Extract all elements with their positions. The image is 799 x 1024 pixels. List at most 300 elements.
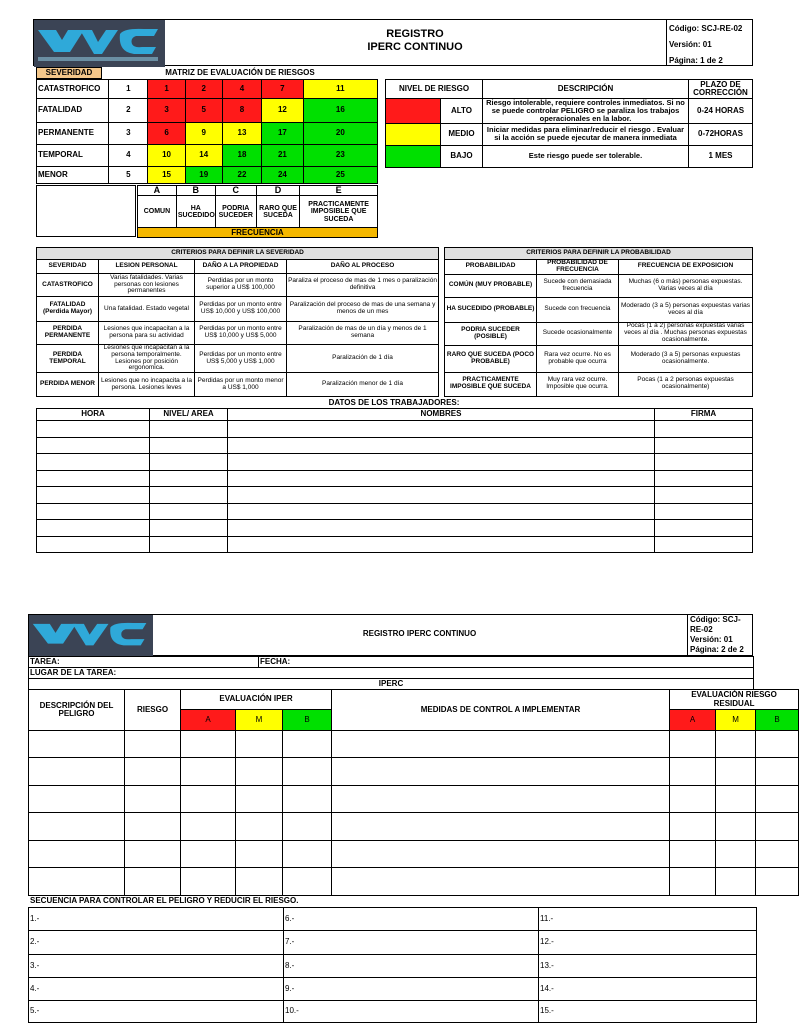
sev-cell: FATALIDAD (Perdida Mayor) — [37, 297, 99, 322]
level-plazo: 1 MES — [689, 145, 753, 167]
risk-level-row — [386, 145, 753, 167]
prob-cell: PRACTICAMENTE IMPOSIBLE QUE SUCEDA — [445, 372, 537, 396]
cell[interactable] — [332, 868, 670, 896]
eval-b: B — [283, 710, 332, 731]
cell[interactable] — [29, 731, 125, 758]
cell[interactable] — [670, 758, 716, 786]
iperc-header-1 — [29, 690, 799, 710]
level-name: ALTO — [441, 99, 483, 124]
freq-names — [138, 196, 378, 228]
cell[interactable] — [283, 868, 332, 896]
level-name: MEDIO — [441, 123, 483, 145]
cell[interactable] — [228, 520, 655, 537]
matrix-row — [37, 167, 378, 184]
cell[interactable] — [37, 471, 150, 487]
h-plazo: PLAZO DE CORRECCIÓN — [689, 80, 753, 99]
cell[interactable] — [332, 786, 670, 813]
prob-cell: Pocas (1 a 2 personas expuestas ocasionalmente) — [619, 372, 753, 396]
h-resid: EVALUACIÓN RIESGO RESIDUAL — [670, 690, 799, 710]
swatch-yellow — [386, 123, 441, 145]
cell[interactable] — [236, 868, 283, 896]
cell[interactable] — [228, 504, 655, 520]
cell[interactable] — [670, 731, 716, 758]
cell[interactable] — [756, 813, 799, 841]
cell[interactable] — [670, 786, 716, 813]
seq-item[interactable]: 7.- — [284, 931, 539, 955]
seq-item[interactable]: 14.- — [539, 978, 757, 1001]
workers-row[interactable] — [37, 421, 753, 438]
cell[interactable] — [716, 786, 756, 813]
doc-info-2 — [690, 615, 752, 655]
seq-row — [29, 908, 757, 931]
cell[interactable] — [228, 471, 655, 487]
workers-row[interactable] — [37, 487, 753, 504]
cell[interactable] — [181, 758, 236, 786]
fecha-field[interactable]: FECHA: — [259, 657, 754, 668]
cell[interactable] — [181, 731, 236, 758]
prob-row — [445, 274, 753, 297]
sev-cell: Paralización de 1 día — [287, 345, 439, 373]
matrix-row — [37, 145, 378, 167]
cell[interactable] — [29, 868, 125, 896]
sev-label: TEMPORAL — [37, 145, 109, 167]
logo-icon — [28, 614, 152, 656]
cell[interactable] — [150, 438, 228, 454]
eval-a: A — [181, 710, 236, 731]
codigo: Código: SCJ-RE-02 — [690, 615, 741, 634]
cell[interactable] — [150, 487, 228, 504]
sev-cell: Lesiones que incapacitan a la persona para su actividad — [99, 322, 195, 345]
h-medidas: MEDIDAS DE CONTROL A IMPLEMENTAR — [332, 690, 670, 731]
level-name: BAJO — [441, 145, 483, 167]
freq-footer — [138, 228, 378, 238]
matrix-cell: 23 — [303, 145, 377, 167]
sev-cell: Perdidas por un monto menor a US$ 1,000 — [195, 373, 287, 397]
prob-cell: PODRIA SUCEDER (POSIBLE) — [445, 322, 537, 345]
prob-cell: Sucede con frecuencia — [537, 297, 619, 322]
seq-item[interactable]: 9.- — [284, 978, 539, 1001]
cell[interactable] — [150, 537, 228, 553]
prob-h: PROBABILIDAD — [445, 260, 537, 275]
cell[interactable] — [125, 786, 181, 813]
cell[interactable] — [29, 758, 125, 786]
cell[interactable] — [283, 731, 332, 758]
cell[interactable] — [236, 841, 283, 868]
sev-label: CATASTROFICO — [37, 80, 109, 99]
matrix-cell: 19 — [185, 167, 222, 184]
matrix-row — [37, 99, 378, 123]
cell[interactable] — [228, 438, 655, 454]
cell[interactable] — [37, 454, 150, 471]
h-nivel: NIVEL DE RIESGO — [386, 80, 483, 99]
cell[interactable] — [655, 438, 753, 454]
sev-cell: Lesiones que no incapacita a la persona. Lesiones leves — [99, 373, 195, 397]
tarea-table — [28, 656, 754, 690]
codigo: Código: SCJ-RE-02 — [669, 24, 743, 33]
doc-info — [669, 21, 742, 69]
cell[interactable] — [283, 758, 332, 786]
title-line-2: IPERC CONTINUO — [367, 41, 463, 53]
risk-level-header — [386, 80, 753, 99]
risk-matrix — [36, 79, 378, 184]
workers-table — [36, 408, 753, 553]
cell[interactable] — [181, 841, 236, 868]
cell[interactable] — [181, 813, 236, 841]
matrix-row — [37, 123, 378, 145]
iperc-row[interactable] — [29, 786, 799, 813]
sev-cell: Una fatalidad. Estado vegetal — [99, 297, 195, 322]
prob-cell: COMÚN (MUY PROBABLE) — [445, 274, 537, 297]
freq-name: COMUN — [138, 196, 177, 228]
sev-cell: PERDIDA TEMPORAL — [37, 345, 99, 373]
sev-row — [37, 373, 439, 397]
cell[interactable] — [716, 758, 756, 786]
cell[interactable] — [150, 454, 228, 471]
seq-item[interactable]: 5.- — [29, 1001, 284, 1023]
cell[interactable] — [125, 758, 181, 786]
pagina: Página: 1 de 2 — [669, 56, 723, 65]
iperc-table — [28, 689, 799, 896]
sev-number: 1 — [109, 80, 148, 99]
freq-letter: B — [176, 186, 215, 196]
cell[interactable] — [655, 471, 753, 487]
seq-item[interactable]: 10.- — [284, 1001, 539, 1023]
swatch-green — [386, 145, 441, 167]
cell[interactable] — [655, 520, 753, 537]
freq-letters — [138, 186, 378, 196]
matrix-cell: 1 — [148, 80, 185, 99]
cell[interactable] — [670, 841, 716, 868]
freq-letter: E — [300, 186, 378, 196]
risk-level-row — [386, 123, 753, 145]
matrix-cell: 11 — [303, 80, 377, 99]
cell[interactable] — [756, 758, 799, 786]
sev-label: PERMANENTE — [37, 123, 109, 145]
cell[interactable] — [670, 813, 716, 841]
h-desc-peligro: DESCRIPCIÓN DEL PELIGRO — [29, 690, 125, 731]
seq-row — [29, 978, 757, 1001]
header-divider — [687, 614, 688, 656]
freq-name: HA SUCEDIDO — [176, 196, 215, 228]
matrix-cell: 17 — [262, 123, 304, 145]
matrix-cell: 14 — [185, 145, 222, 167]
cell[interactable] — [150, 520, 228, 537]
cell[interactable] — [283, 813, 332, 841]
sev-number: 2 — [109, 99, 148, 123]
matrix-cell: 8 — [222, 99, 261, 123]
resid-m: M — [716, 710, 756, 731]
matrix-cell: 4 — [222, 80, 261, 99]
cell[interactable] — [150, 471, 228, 487]
sev-cell: Paraliza el proceso de mas de 1 mes o paralización definitiva — [287, 274, 439, 297]
cell[interactable] — [181, 786, 236, 813]
cell[interactable] — [150, 504, 228, 520]
prob-cell: Sucede ocasionalmente — [537, 322, 619, 345]
sev-row — [37, 297, 439, 322]
sev-label: MENOR — [37, 167, 109, 184]
cell[interactable] — [716, 731, 756, 758]
matrix-cell: 13 — [222, 123, 261, 145]
freq-letter: C — [215, 186, 256, 196]
matrix-cell: 24 — [262, 167, 304, 184]
cell[interactable] — [756, 868, 799, 896]
cell[interactable] — [655, 504, 753, 520]
prob-cell: Pocas (1 a 2) personas expuestas varias veces al día . Muchas personas expuestas ocasionalmente. — [619, 322, 753, 345]
cell[interactable] — [37, 504, 150, 520]
freq-name: PODRIA SUCEDER — [215, 196, 256, 228]
prob-cell: Rara vez ocurre. No es probable que ocurra — [537, 345, 619, 372]
resid-b: B — [756, 710, 799, 731]
matrix-cell: 20 — [303, 123, 377, 145]
cell[interactable] — [125, 868, 181, 896]
workers-row[interactable] — [37, 454, 753, 471]
prob-cell: RARO QUE SUCEDA (POCO PROBABLE) — [445, 345, 537, 372]
trab-title: DATOS DE LOS TRABAJADORES: — [328, 398, 460, 407]
cell[interactable] — [150, 421, 228, 438]
workers-row[interactable] — [37, 520, 753, 537]
cell[interactable] — [228, 454, 655, 471]
prob-row — [445, 345, 753, 372]
cell[interactable] — [228, 421, 655, 438]
sev-h: SEVERIDAD — [37, 260, 99, 274]
sev-row — [37, 322, 439, 345]
cell[interactable] — [332, 841, 670, 868]
severity-criteria-table — [36, 247, 439, 397]
cell[interactable] — [236, 786, 283, 813]
prob-title-row — [445, 248, 753, 260]
cell[interactable] — [228, 487, 655, 504]
workers-row[interactable] — [37, 504, 753, 520]
prob-cell: Muchas (6 o más) personas expuestas. Varias veces al día — [619, 274, 753, 297]
sev-h: LESION PERSONAL — [99, 260, 195, 274]
seq-row — [29, 955, 757, 978]
cell[interactable] — [29, 813, 125, 841]
cell[interactable] — [29, 841, 125, 868]
h-riesgo: RIESGO — [125, 690, 181, 731]
cell[interactable] — [236, 758, 283, 786]
swatch-red — [386, 99, 441, 124]
sev-cell: PERDIDA MENOR — [37, 373, 99, 397]
risk-level-row — [386, 99, 753, 124]
cell[interactable] — [716, 841, 756, 868]
cell[interactable] — [125, 841, 181, 868]
freq-letter: A — [138, 186, 177, 196]
freq-name: RARO QUE SUCEDA — [256, 196, 299, 228]
sev-h: DAÑO AL PROCESO — [287, 260, 439, 274]
cell[interactable] — [236, 731, 283, 758]
title-line-1: REGISTRO — [386, 28, 444, 40]
sev-criteria-title: CRITERIOS PARA DEFINIR LA SEVERIDAD — [37, 248, 439, 260]
seq-row — [29, 931, 757, 955]
sev-cell: Paralización de mas de un día y menos de 1 semana — [287, 322, 439, 345]
cell[interactable] — [716, 868, 756, 896]
secuencia-table — [28, 907, 757, 1023]
matrix-cell: 21 — [262, 145, 304, 167]
sev-cell: Perdidas por un monto entre US$ 10,000 y US$ 5,000 — [195, 322, 287, 345]
freq-name: PRACTICAMENTE IMPOSIBLE QUE SUCEDA — [300, 196, 378, 228]
matrix-cell: 2 — [185, 80, 222, 99]
cell[interactable] — [332, 813, 670, 841]
cell[interactable] — [125, 813, 181, 841]
sev-cell: Perdidas por un monto entre US$ 5,000 y US$ 1,000 — [195, 345, 287, 373]
seq-item[interactable]: 12.- — [539, 931, 757, 955]
prob-cell: Sucede con demasiada frecuencia — [537, 274, 619, 297]
sev-cell: Paralización del proceso de mas de una semana y menos de un mes — [287, 297, 439, 322]
seq-item[interactable]: 1.- — [29, 908, 284, 931]
cell[interactable] — [283, 786, 332, 813]
prob-criteria-title: CRITERIOS PARA DEFINIR LA PROBABILIDAD — [445, 248, 753, 260]
cell[interactable] — [236, 813, 283, 841]
level-desc: Iniciar medidas para eliminar/reducir el riesgo . Evaluar si la acción se puede ejecutar de manera inmediata — [483, 123, 689, 145]
workers-header — [37, 409, 753, 421]
prob-row — [445, 297, 753, 322]
prob-cell: Moderado (3 a 5) personas expuestas ocasionalmente. — [619, 345, 753, 372]
sev-label: FATALIDAD — [37, 99, 109, 123]
prob-h: FRECUENCIA DE EXPOSICION — [619, 260, 753, 275]
version: Versión: 01 — [669, 40, 712, 49]
iperc-label: IPERC — [29, 679, 754, 690]
seq-item[interactable]: 4.- — [29, 978, 284, 1001]
workers-row[interactable] — [37, 537, 753, 553]
version: Versión: 01 — [690, 635, 733, 644]
seq-item[interactable]: 8.- — [284, 955, 539, 978]
cell[interactable] — [37, 537, 150, 553]
cell[interactable] — [125, 731, 181, 758]
workers-h: HORA — [37, 409, 150, 421]
workers-h: NIVEL/ AREA — [150, 409, 228, 421]
matrix-cell: 22 — [222, 167, 261, 184]
cell[interactable] — [37, 520, 150, 537]
seq-item[interactable]: 13.- — [539, 955, 757, 978]
cell[interactable] — [756, 786, 799, 813]
seq-item[interactable]: 15.- — [539, 1001, 757, 1023]
matrix-cell: 9 — [185, 123, 222, 145]
iperc-row[interactable] — [29, 868, 799, 896]
cell[interactable] — [655, 487, 753, 504]
prob-cell: HA SUCEDIDO (PROBABLE) — [445, 297, 537, 322]
seq-item[interactable]: 6.- — [284, 908, 539, 931]
cell[interactable] — [37, 487, 150, 504]
sev-title-row — [37, 248, 439, 260]
iperc-row[interactable] — [29, 841, 799, 868]
matrix-cell: 25 — [303, 167, 377, 184]
seq-row — [29, 1001, 757, 1023]
matrix-cell: 10 — [148, 145, 185, 167]
header-divider — [666, 19, 667, 66]
frequency-table — [137, 185, 378, 238]
matrix-cell: 6 — [148, 123, 185, 145]
workers-h: NOMBRES — [228, 409, 655, 421]
matrix-cell: 16 — [303, 99, 377, 123]
seq-item[interactable]: 11.- — [539, 908, 757, 931]
cell[interactable] — [655, 537, 753, 553]
sev-cell: Varias fatalidades. Varias personas con lesiones permanentes — [99, 274, 195, 297]
tarea-field[interactable]: TAREA: — [29, 657, 259, 668]
iperc-row[interactable] — [29, 758, 799, 786]
workers-h: FIRMA — [655, 409, 753, 421]
freq-letter: D — [256, 186, 299, 196]
secuencia-title: SECUENCIA PARA CONTROLAR EL PELIGRO Y REDUCIR EL RIESGO. — [30, 896, 299, 905]
prob-cell: Moderado (3 a 5) personas expuestas varias veces al día — [619, 297, 753, 322]
sev-h: DAÑO A LA PROPIEDAD — [195, 260, 287, 274]
matrix-cell: 3 — [148, 99, 185, 123]
level-plazo: 0-72HORAS — [689, 123, 753, 145]
page1-title — [164, 28, 666, 54]
sev-header-row — [37, 260, 439, 274]
cell[interactable] — [181, 868, 236, 896]
matriz-title: MATRIZ DE EVALUACIÓN DE RIESGOS — [165, 68, 315, 77]
iperc-row[interactable] — [29, 731, 799, 758]
level-desc: Este riesgo puede ser tolerable. — [483, 145, 689, 167]
lugar-field[interactable]: LUGAR DE LA TAREA: — [29, 668, 754, 679]
h-eval-iper: EVALUACIÓN IPER — [181, 690, 332, 710]
cell[interactable] — [37, 438, 150, 454]
sev-cell: PERDIDA PERMANENTE — [37, 322, 99, 345]
cell[interactable] — [37, 421, 150, 438]
level-desc: Riesgo intolerable, requiere controles inmediatos. Si no se puede controlar PELIGRO se paraliza los trabajos operacionales en la labor. — [483, 99, 689, 124]
sev-number: 3 — [109, 123, 148, 145]
matrix-row — [37, 80, 378, 99]
cell[interactable] — [29, 786, 125, 813]
logo-icon — [33, 19, 164, 66]
matrix-cell: 15 — [148, 167, 185, 184]
cell[interactable] — [228, 537, 655, 553]
prob-row — [445, 372, 753, 396]
freq-spacer — [36, 185, 136, 237]
cell[interactable] — [756, 841, 799, 868]
page2-title: REGISTRO IPERC CONTINUO — [362, 629, 477, 638]
prob-cell: Muy rara vez ocurre. Imposible que ocurra. — [537, 372, 619, 396]
seq-item[interactable]: 3.- — [29, 955, 284, 978]
matrix-cell: 5 — [185, 99, 222, 123]
matrix-cell: 12 — [262, 99, 304, 123]
frecuencia-label: FRECUENCIA — [138, 228, 378, 238]
seq-item[interactable]: 2.- — [29, 931, 284, 955]
cell[interactable] — [655, 421, 753, 438]
prob-header-row — [445, 260, 753, 275]
prob-h: PROBABILIDAD DE FRECUENCIA — [537, 260, 619, 275]
cell[interactable] — [716, 813, 756, 841]
sev-cell: CATASTROFICO — [37, 274, 99, 297]
h-desc: DESCRIPCIÓN — [483, 80, 689, 99]
matrix-cell: 7 — [262, 80, 304, 99]
cell[interactable] — [756, 731, 799, 758]
cell[interactable] — [670, 868, 716, 896]
sev-cell: Paralización menor de 1 día — [287, 373, 439, 397]
sev-cell: Perdidas por un monto superior a US$ 100,000 — [195, 274, 287, 297]
severidad-label: SEVERIDAD — [36, 67, 102, 79]
cell[interactable] — [283, 841, 332, 868]
sev-number: 5 — [109, 167, 148, 184]
sev-cell: Perdidas por un monto entre US$ 10,000 y US$ 100,000 — [195, 297, 287, 322]
pagina: Página: 2 de 2 — [690, 645, 744, 654]
eval-m: M — [236, 710, 283, 731]
matrix-cell: 18 — [222, 145, 261, 167]
level-plazo: 0-24 HORAS — [689, 99, 753, 124]
workers-row[interactable] — [37, 438, 753, 454]
workers-row[interactable] — [37, 471, 753, 487]
cell[interactable] — [655, 454, 753, 471]
sev-row — [37, 274, 439, 297]
resid-a: A — [670, 710, 716, 731]
risk-level-table — [385, 79, 753, 168]
sev-row — [37, 345, 439, 373]
iperc-row[interactable] — [29, 813, 799, 841]
cell[interactable] — [332, 731, 670, 758]
cell[interactable] — [332, 758, 670, 786]
probability-criteria-table — [444, 247, 753, 397]
prob-row — [445, 322, 753, 345]
